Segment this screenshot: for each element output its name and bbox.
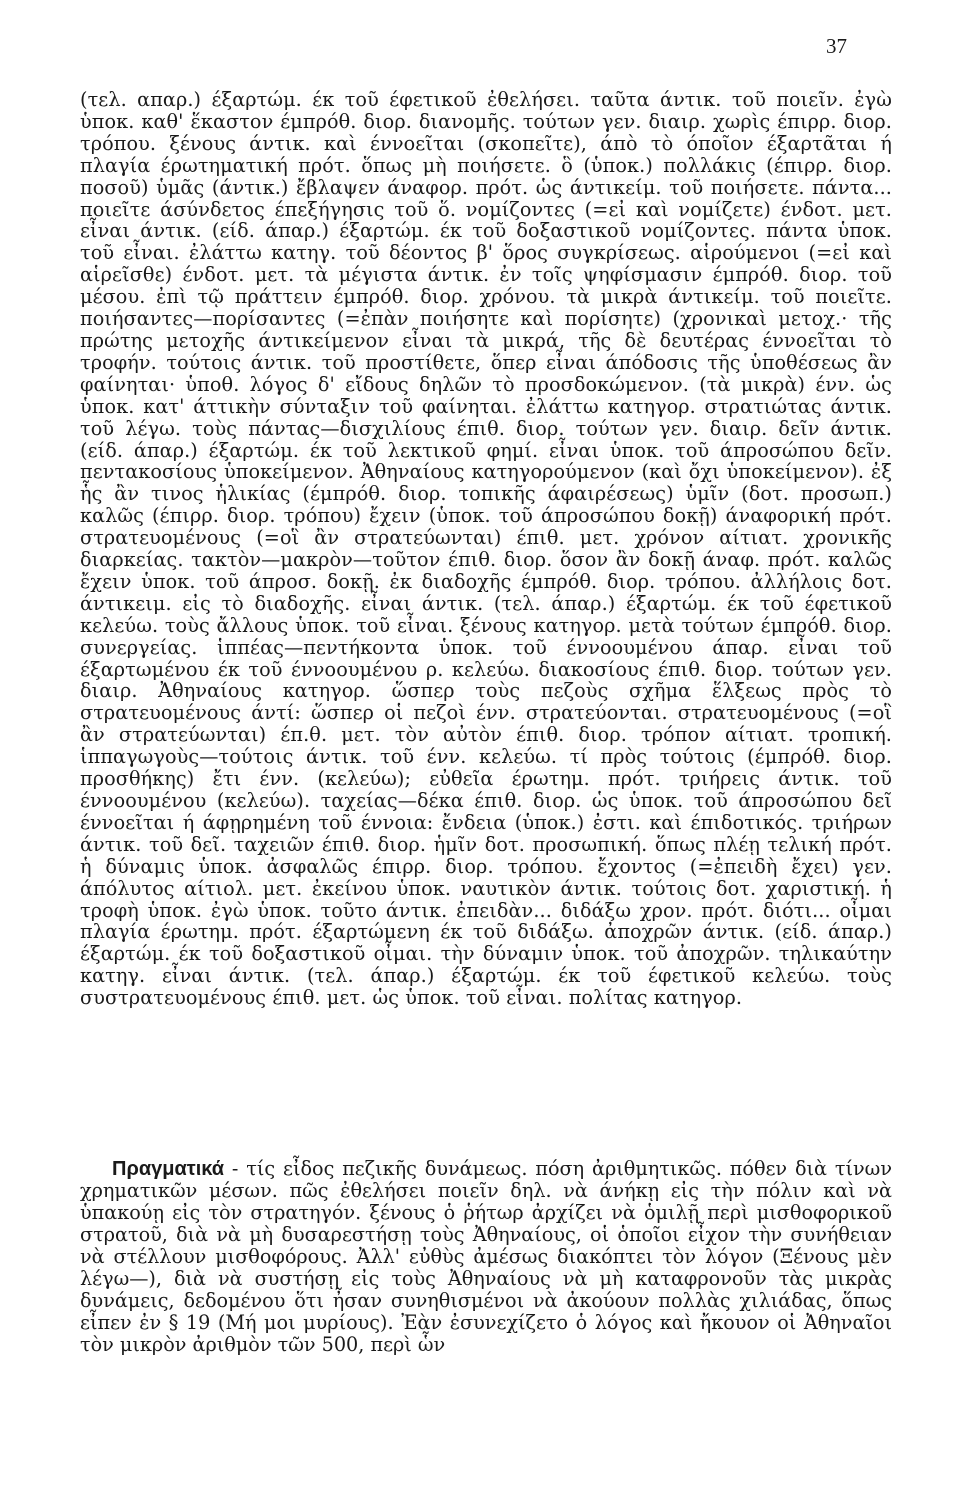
realia-paragraph [80,1158,892,1356]
realia-heading: Πραγματικά [112,1158,225,1180]
grammatical-commentary [80,89,892,1009]
page-number: 37 [826,34,847,58]
realia-section [80,1158,892,1356]
realia-text: - τίς εἶδος πεζικῆς δυνάμεως. πόση ἀριθμητικῶς. πόθεν διὰ τίνων χρηματικῶν μέσων. πῶς ἐθελήσει ποιεῖν δηλ. νὰ άνήκῃ εἰς τὴν πόλιν καὶ νὰ ὑπακούῃ εἰς τὸν στρατηγόν. ξένους ὁ ῥήτωρ ἀρχίζει νὰ ὁμιλῇ περὶ μισθοφορικοῦ στρατοῦ, διὰ νὰ μὴ δυσαρεστήσῃ τοὺς Ἀθηναίους, οἱ ὁποῖοι εἶχον τὴν συνήθειαν νὰ στέλλουν μισθοφόρους. Ἀλλ' εὐθὺς ἀμέσως διακόπτει τὸν λόγον (Ξένους μὲν λέγω—), διὰ νὰ συστήσῃ εἰς τοὺς Ἀθηναίους νὰ μὴ καταφρονοῦν τὰς μικρὰς δυνάμεις, δεδομένου ὅτι ἦσαν συνηθισμένοι νὰ ἀκούουν πολλὰς χιλιάδας, ὅπως εἶπεν ἐν § 19 (Μή μοι μυρίους). Ἐὰν ἐσυνεχίζετο ὁ λόγος καὶ ἤκουον οἱ Ἀθηναῖοι τὸν μικρὸν ἀριθμὸν τῶν 500, περὶ ὧν [80,1157,892,1356]
commentary-paragraph: (τελ. απαρ.) έξαρτώμ. έκ τοῦ έφετικοῦ ἐθελήσει. ταῦτα άντικ. τοῦ ποιεῖν. ἐγὼ ὑποκ. καθ' ἕκαστον έμπρόθ. διορ. διανομῆς. τούτων γεν. διαιρ. χωρὶς έπιρρ. διορ. τρόπου. ξένους άντικ. καὶ έννοεῖται (σκοπεῖτε), άπὸ τὸ όποῖον έξαρτᾶται ή πλαγία έρωτηματική πρότ. ὅπως μὴ ποιήσετε. ὃ (ὑποκ.) πολλάκις (έπιρρ. διορ. ποσοῦ) ὑμᾶς (άντικ.) ἔβλαψεν άναφορ. πρότ. ὡς άντικείμ. τοῦ ποιήσετε. πάντα... ποιεῖτε άσύνδετος έπεξήγησις τοῦ ὅ. νομίζοντες (=εἰ καὶ νομίζετε) ένδοτ. μετ. εἶναι άντικ. (είδ. άπαρ.) έξαρτώμ. έκ τοῦ δοξαστικοῦ νομίζοντες. πάντα ὑποκ. τοῦ εἶναι. ἐλάττω κατηγ. τοῦ δέοντος β' ὅρος συγκρίσεως. αἱρούμενοι (=εἰ καὶ αἱρεῖσθε) ένδοτ. μετ. τὰ μέγιστα άντικ. ἐν τοῖς ψηφίσμασιν έμπρόθ. διορ. τοῦ μέσου. ἐπὶ τῷ πράττειν έμπρόθ. διορ. χρόνου. τὰ μικρὰ άντικείμ. τοῦ ποιεῖτε. ποιήσαντες—πορίσαντες (=ἐπὰν ποιήσητε καὶ πορίσητε) (χρονικαὶ μετοχ.· τῆς πρώτης μετοχῆς άντικείμενον εἶναι τὰ μικρά, τῆς δὲ δευτέρας έννοεῖται τὸ τροφήν. τούτοις άντικ. τοῦ προστίθετε, ὅπερ εἶναι άπόδοσις τῆς ὑποθέσεως ἂν φαίνηται· ὑποθ. λόγος δ' εἴδους δηλῶν τὸ προσδοκώμενον. (τὰ μικρὰ) ένν. ὡς ὑποκ. κατ' άττικὴν σύνταξιν τοῦ φαίνηται. ἐλάττω κατηγορ. στρατιώτας άντικ. τοῦ λέγω. τοὺς πάντας—δισχιλίους έπιθ. διορ. τούτων γεν. διαιρ. δεῖν άντικ. (είδ. άπαρ.) έξαρτώμ. έκ τοῦ λεκτικοῦ φημί. εἶναι ὑποκ. τοῦ άπροσώπου δεῖν. πεντακοσίους ὑποκείμενον. Ἀθηναίους κατηγορούμενον (καὶ ὄχι ὑποκείμενον). ἐξ ἧς ἂν τινος ἡλικίας (έμπρόθ. διορ. τοπικῆς άφαιρέσεως) ὑμῖν (δοτ. προσωπ.) καλῶς (έπιρρ. διορ. τρόπου) ἔχειν (ὑποκ. τοῦ άπροσώπου δοκῇ) άναφορική πρότ. στρατευομένους (=οἳ ἂν στρατεύωνται) έπιθ. μετ. χρόνον αίτιατ. χρονικῆς διαρκείας. τακτὸν—μακρὸν—τοῦτον έπιθ. διορ. ὅσον ἂν δοκῇ άναφ. πρότ. καλῶς ἔχειν ὑποκ. τοῦ άπροσ. δοκῇ. ἐκ διαδοχῆς έμπρόθ. διορ. τρόπου. ἀλλήλοις δοτ. άντικειμ. εἰς τὸ διαδοχῆς. εἶναι άντικ. (τελ. άπαρ.) έξαρτώμ. έκ τοῦ έφετικοῦ κελεύω. τοὺς ἄλλους ὑποκ. τοῦ εἶναι. ξένους κατηγορ. μετὰ τούτων έμπρόθ. διορ. συνεργείας. ἱππέας—πεντήκοντα ὑποκ. τοῦ έννοουμένου άπαρ. εἶναι τοῦ έξαρτωμένου έκ τοῦ έννοουμένου ρ. κελεύω. διακοσίους έπιθ. διορ. τούτων γεν. διαιρ. Ἀθηναίους κατηγορ. ὥσπερ τοὺς πεζοὺς σχῆμα ἕλξεως πρὸς τὸ στρατευομένους άντί: ὥσπερ οἱ πεζοὶ ένν. στρατεύονται. στρατευομένους (=οἳ ἂν στρατεύωνται) έπ.θ. μετ. τὸν αὐτὸν έπιθ. διορ. τρόπον αίτιατ. τροπική. ἱππαγωγοὺς—τούτοις άντικ. τοῦ ένν. κελεύω. τί πρὸς τούτοις (έμπρόθ. διορ. προσθήκης) ἔτι ένν. (κελεύω); εὐθεῖα έρωτημ. πρότ. τριήρεις άντικ. τοῦ έννοουμένου (κελεύω). ταχείας—δέκα έπιθ. διορ. ὡς ὑποκ. τοῦ άπροσώπου δεῖ έννοεῖται ή άφῃρημένη τοῦ έννοια: ἔνδεια (ὑποκ.) ἐστι. καὶ έπιδοτικός. τριήρων άντικ. τοῦ δεῖ. ταχειῶν έπιθ. διορ. ἡμῖν δοτ. προσωπική. ὅπως πλέῃ τελική πρότ. ἡ δύναμις ὑποκ. ἀσφαλῶς έπιρρ. διορ. τρόπου. ἔχοντος (=ἐπειδὴ ἔχει) γεν. άπόλυτος αίτιολ. μετ. ἐκείνου ὑποκ. ναυτικὸν άντικ. τούτοις δοτ. χαριστική. ἡ τροφὴ ὑποκ. ἐγὼ ὑποκ. τοῦτο άντικ. ἐπειδὰν... διδάξω χρον. πρότ. διότι... οἶμαι πλαγία έρωτημ. πρότ. έξαρτώμενη έκ τοῦ διδάξω. ἀποχρῶν άντικ. (είδ. άπαρ.) έξαρτώμ. έκ τοῦ δοξαστικοῦ οἶμαι. τὴν δύναμιν ὑποκ. τοῦ ἀποχρῶν. τηλικαύτην κατηγ. εἶναι άντικ. (τελ. άπαρ.) έξαρτώμ. έκ τοῦ έφετικοῦ κελεύω. τοὺς συστρατευομένους έπιθ. μετ. ὡς ὑποκ. τοῦ εἶναι. πολίτας κατηγορ. [80,88,892,1010]
